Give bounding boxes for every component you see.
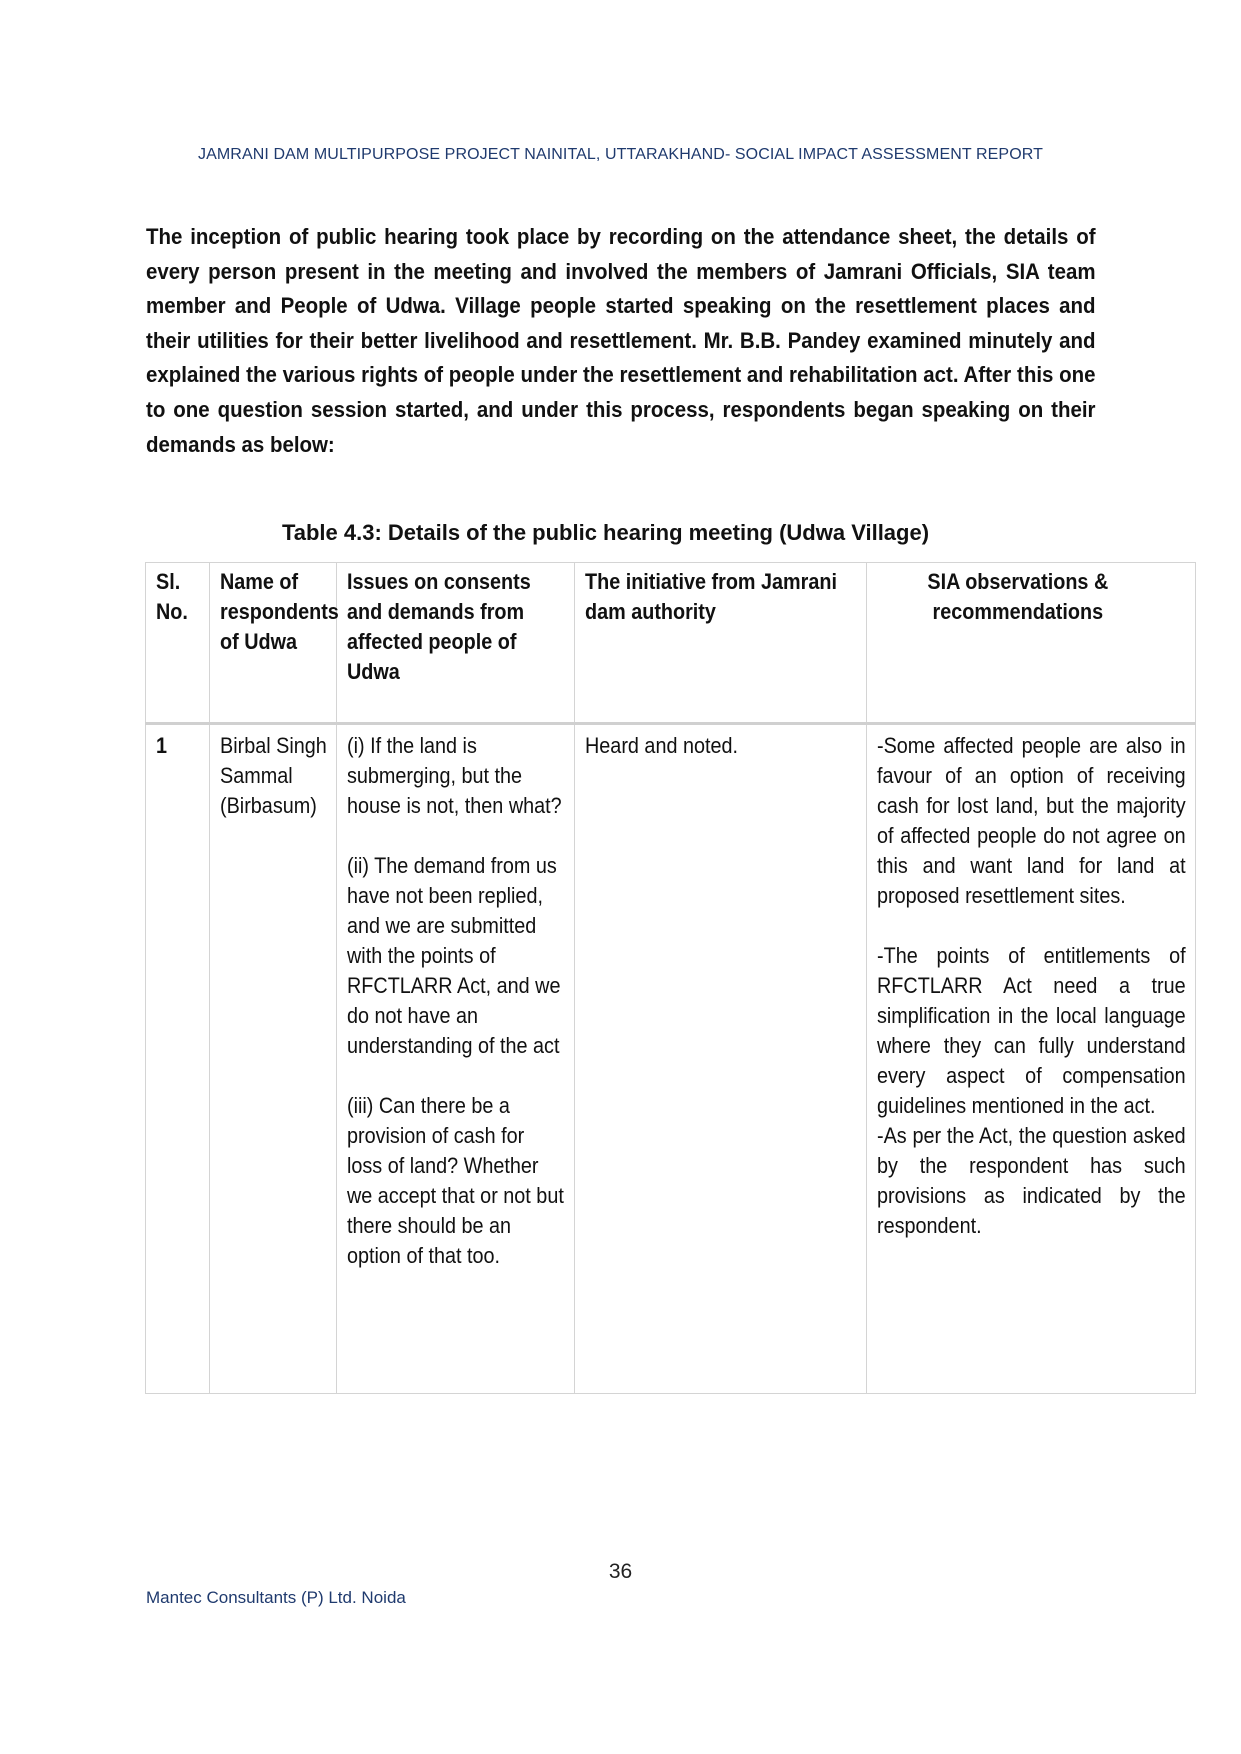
public-hearing-table bbox=[145, 562, 1196, 1394]
footer-company: Mantec Consultants (P) Ltd. Noida bbox=[146, 1588, 406, 1607]
header-initiative: The initiative from Jamrani dam authority bbox=[575, 563, 867, 724]
header-issues: Issues on consents and demands from affected people of Udwa bbox=[337, 563, 575, 724]
running-header: JAMRANI DAM MULTIPURPOSE PROJECT NAINITAL, UTTARAKHAND- SOCIAL IMPACT ASSESSMENT REPORT bbox=[198, 146, 1043, 163]
table-row bbox=[146, 724, 1196, 1394]
table-caption: Table 4.3: Details of the public hearing meeting (Udwa Village) bbox=[281, 520, 930, 545]
header-name: Name of respondents of Udwa bbox=[210, 563, 337, 724]
observation-item: -As per the Act, the question asked by the respondent has such provisions as indicated by the respondent. bbox=[877, 1123, 1186, 1238]
table-header-row bbox=[146, 563, 1196, 724]
cell-name: Birbal Singh Sammal (Birbasum) bbox=[210, 724, 337, 1394]
header-observations: SIA observations & recommendations bbox=[867, 563, 1196, 724]
issue-item: (i) If the land is submerging, but the house is not, then what? bbox=[347, 733, 562, 818]
page-number: 36 bbox=[608, 1560, 633, 1583]
issue-item: (iii) Can there be a provision of cash for loss of land? Whether we accept that or not but there should be an option of that too. bbox=[347, 1093, 564, 1268]
intro-paragraph: The inception of public hearing took place by recording on the attendance sheet, the details of every person present in the meeting and involved the members of Jamrani Officials, SIA team member and People of Udwa. Village people started speaking on the resettlement places and their utilities for their better livelihood and resettlement. Mr. B.B. Pandey examined minutely and explained the various rights of people under the resettlement and rehabilitation act. After this one to one question session started, and under this process, respondents began speaking on their demands as below: bbox=[146, 224, 1096, 457]
observation-item: -Some affected people are also in favour of an option of receiving cash for lost land, but the majority of affected people do not agree on this and want land for land at proposed resettlement sites. bbox=[877, 733, 1186, 908]
cell-sl-no: 1 bbox=[146, 724, 210, 1394]
cell-initiative: Heard and noted. bbox=[575, 724, 867, 1394]
header-sl-no: Sl. No. bbox=[146, 563, 210, 724]
cell-observations bbox=[867, 724, 1196, 1394]
cell-issues bbox=[337, 724, 575, 1394]
observation-item: -The points of entitlements of RFCTLARR Act need a true simplification in the local language where they can fully understand every aspect of compensation guidelines mentioned in the act. bbox=[877, 943, 1186, 1118]
issue-item: (ii) The demand from us have not been replied, and we are submitted with the points of RFCTLARR Act, and we do not have an understanding of the act bbox=[347, 853, 561, 1058]
